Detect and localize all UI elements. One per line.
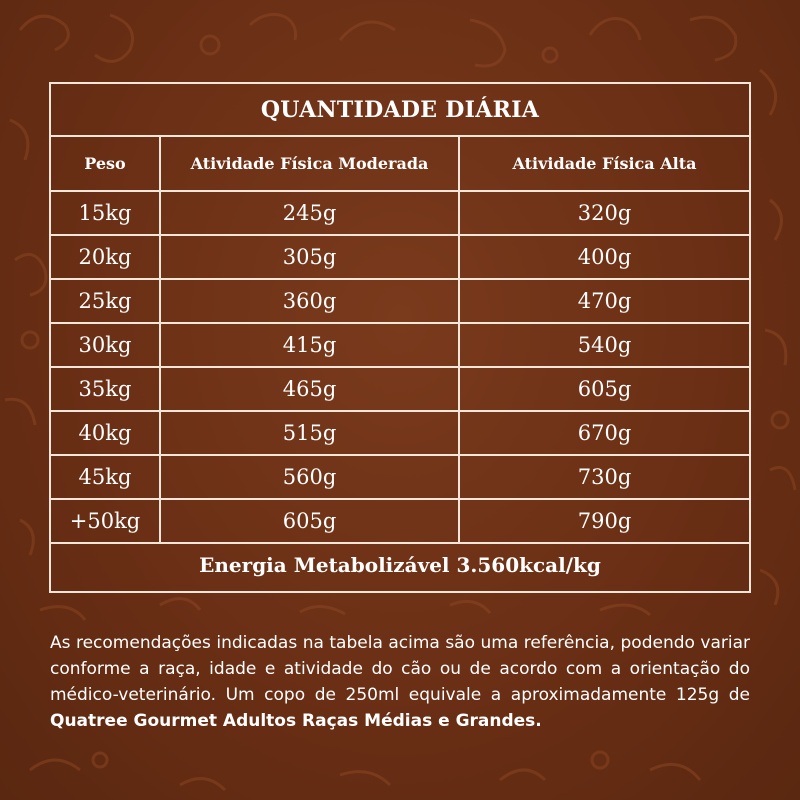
high-amount-cell: 470g: [577, 289, 632, 313]
header-moderate-activity: Atividade Física Moderada: [161, 137, 460, 190]
table-row: [51, 280, 749, 324]
high-amount-cell: 790g: [577, 509, 632, 533]
table-row: [51, 236, 749, 280]
weight-cell: 40kg: [51, 412, 161, 454]
table-row: [51, 192, 749, 236]
moderate-amount-cell: 515g: [161, 412, 460, 454]
high-amount-cell: 670g: [577, 421, 632, 445]
recommendation-note: [50, 630, 750, 734]
high-amount-cell: 400g: [577, 245, 632, 269]
weight-cell: 30kg: [51, 324, 161, 366]
moderate-amount-cell: 415g: [161, 324, 460, 366]
table-grid: [51, 137, 749, 544]
moderate-amount-cell: 245g: [161, 192, 460, 234]
table-row: [51, 500, 749, 544]
table-row: [51, 456, 749, 500]
table-header-row: [51, 137, 749, 192]
table-row: [51, 368, 749, 412]
moderate-amount-cell: 560g: [161, 456, 460, 498]
moderate-amount-cell: 360g: [161, 280, 460, 322]
weight-cell: 25kg: [51, 280, 161, 322]
high-amount-cell: 320g: [577, 201, 632, 225]
table-row: [51, 324, 749, 368]
table-title: QUANTIDADE DIÁRIA: [51, 84, 749, 137]
table-row: [51, 412, 749, 456]
weight-cell: 15kg: [51, 192, 161, 234]
moderate-amount-cell: 605g: [161, 500, 460, 542]
header-weight: Peso: [51, 137, 161, 190]
feeding-table: [49, 82, 751, 593]
moderate-amount-cell: 305g: [161, 236, 460, 278]
moderate-amount-cell: 465g: [161, 368, 460, 410]
weight-cell: 45kg: [51, 456, 161, 498]
weight-cell: 20kg: [51, 236, 161, 278]
note-text: As recomendações indicadas na tabela acima são uma referência, podendo variar conforme a raça, idade e atividade do cão ou de acordo com a orientação do médico-veterinário. Um copo de 250ml equivale a aproximadamente 125g de: [50, 633, 750, 705]
weight-cell: +50kg: [51, 500, 161, 542]
high-amount-cell: 540g: [577, 333, 632, 357]
product-name: Quatree Gourmet Adultos Raças Médias e Grandes.: [50, 711, 542, 731]
energy-footer: Energia Metabolizável 3.560kcal/kg: [199, 553, 601, 577]
high-amount-cell: 730g: [577, 465, 632, 489]
weight-cell: 35kg: [51, 368, 161, 410]
high-amount-cell: 605g: [577, 377, 632, 401]
header-high-activity: Atividade Física Alta: [512, 154, 697, 173]
